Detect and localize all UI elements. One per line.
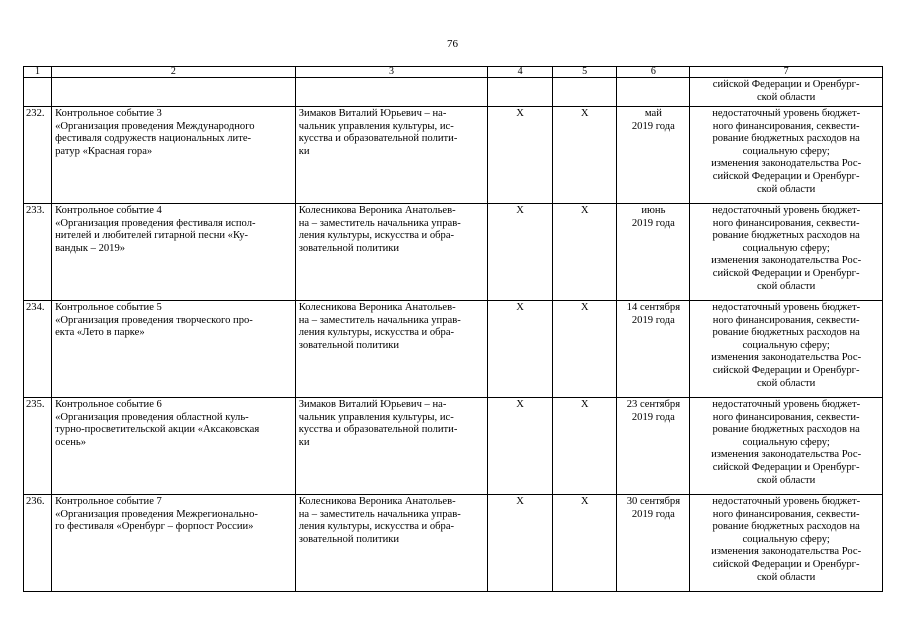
table-row bbox=[24, 107, 883, 204]
mark-cell: X bbox=[552, 107, 617, 204]
column-numbers-row bbox=[24, 67, 883, 78]
plan-table bbox=[23, 66, 883, 592]
risk-cell: недостаточный уровень бюджет- ного финансирования, секвести- рование бюджетных расходов на социальную сферу; изменения законодательства Рос- сийской Федерации и Оренбург- ской области bbox=[690, 398, 883, 495]
row-number: 233. bbox=[24, 204, 52, 301]
event-cell: Контрольное событие 5 «Организация проведения творческого про- екта «Лето в парке» bbox=[52, 301, 296, 398]
date-cell: 23 сентября 2019 года bbox=[617, 398, 690, 495]
column-number: 1 bbox=[24, 67, 52, 78]
mark-cell: X bbox=[552, 398, 617, 495]
event-cell: Контрольное событие 7 «Организация проведения Межрегионально- го фестиваля «Оренбург – форпост России» bbox=[52, 495, 296, 592]
row-number: 236. bbox=[24, 495, 52, 592]
table-row bbox=[24, 495, 883, 592]
column-number: 5 bbox=[552, 67, 617, 78]
row-number: 235. bbox=[24, 398, 52, 495]
continuation-row bbox=[24, 78, 883, 107]
table-row bbox=[24, 301, 883, 398]
risk-cell: сийской Федерации и Оренбург- ской области bbox=[690, 78, 883, 107]
responsible-cell: Зимаков Виталий Юрьевич – на- чальник управления культуры, ис- кусства и образовательной полити- ки bbox=[295, 107, 488, 204]
event-cell: Контрольное событие 3 «Организация проведения Международного фестиваля содружеств национальных лите- ратур «Красная гора» bbox=[52, 107, 296, 204]
event-cell: Контрольное событие 6 «Организация проведения областной куль- турно-просветительской акции «Аксаковская осень» bbox=[52, 398, 296, 495]
column-number: 4 bbox=[488, 67, 553, 78]
mark-cell: X bbox=[552, 204, 617, 301]
row-number: 234. bbox=[24, 301, 52, 398]
page-number: 76 bbox=[447, 38, 458, 50]
risk-cell: недостаточный уровень бюджет- ного финансирования, секвести- рование бюджетных расходов на социальную сферу; изменения законодательства Рос- сийской Федерации и Оренбург- ской области bbox=[690, 107, 883, 204]
column-number: 7 bbox=[690, 67, 883, 78]
risk-cell: недостаточный уровень бюджет- ного финансирования, секвести- рование бюджетных расходов на социальную сферу; изменения законодательства Рос- сийской Федерации и Оренбург- ской области bbox=[690, 301, 883, 398]
mark-cell: X bbox=[488, 301, 553, 398]
column-number: 2 bbox=[52, 67, 296, 78]
responsible-cell: Колесникова Вероника Анатольев- на – заместитель начальника управ- ления культуры, искусства и обра- зовательной политики bbox=[295, 204, 488, 301]
date-cell: 14 сентября 2019 года bbox=[617, 301, 690, 398]
column-number: 6 bbox=[617, 67, 690, 78]
date-cell: 30 сентября 2019 года bbox=[617, 495, 690, 592]
responsible-cell: Зимаков Виталий Юрьевич – на- чальник управления культуры, ис- кусства и образовательной полити- ки bbox=[295, 398, 488, 495]
mark-cell: X bbox=[488, 204, 553, 301]
mark-cell: X bbox=[552, 301, 617, 398]
mark-cell: X bbox=[552, 495, 617, 592]
risk-cell: недостаточный уровень бюджет- ного финансирования, секвести- рование бюджетных расходов на социальную сферу; изменения законодательства Рос- сийской Федерации и Оренбург- ской области bbox=[690, 204, 883, 301]
responsible-cell: Колесникова Вероника Анатольев- на – заместитель начальника управ- ления культуры, искусства и обра- зовательной политики bbox=[295, 301, 488, 398]
table-row bbox=[24, 204, 883, 301]
row-number: 232. bbox=[24, 107, 52, 204]
table-row bbox=[24, 398, 883, 495]
column-number: 3 bbox=[295, 67, 488, 78]
risk-cell: недостаточный уровень бюджет- ного финансирования, секвести- рование бюджетных расходов на социальную сферу; изменения законодательства Рос- сийской Федерации и Оренбург- ской области bbox=[690, 495, 883, 592]
date-cell: июнь 2019 года bbox=[617, 204, 690, 301]
event-cell: Контрольное событие 4 «Организация проведения фестиваля испол- нителей и любителей гитарной песни «Ку- вандык – 2019» bbox=[52, 204, 296, 301]
mark-cell: X bbox=[488, 398, 553, 495]
mark-cell: X bbox=[488, 107, 553, 204]
responsible-cell: Колесникова Вероника Анатольев- на – заместитель начальника управ- ления культуры, искусства и обра- зовательной политики bbox=[295, 495, 488, 592]
date-cell: май 2019 года bbox=[617, 107, 690, 204]
mark-cell: X bbox=[488, 495, 553, 592]
